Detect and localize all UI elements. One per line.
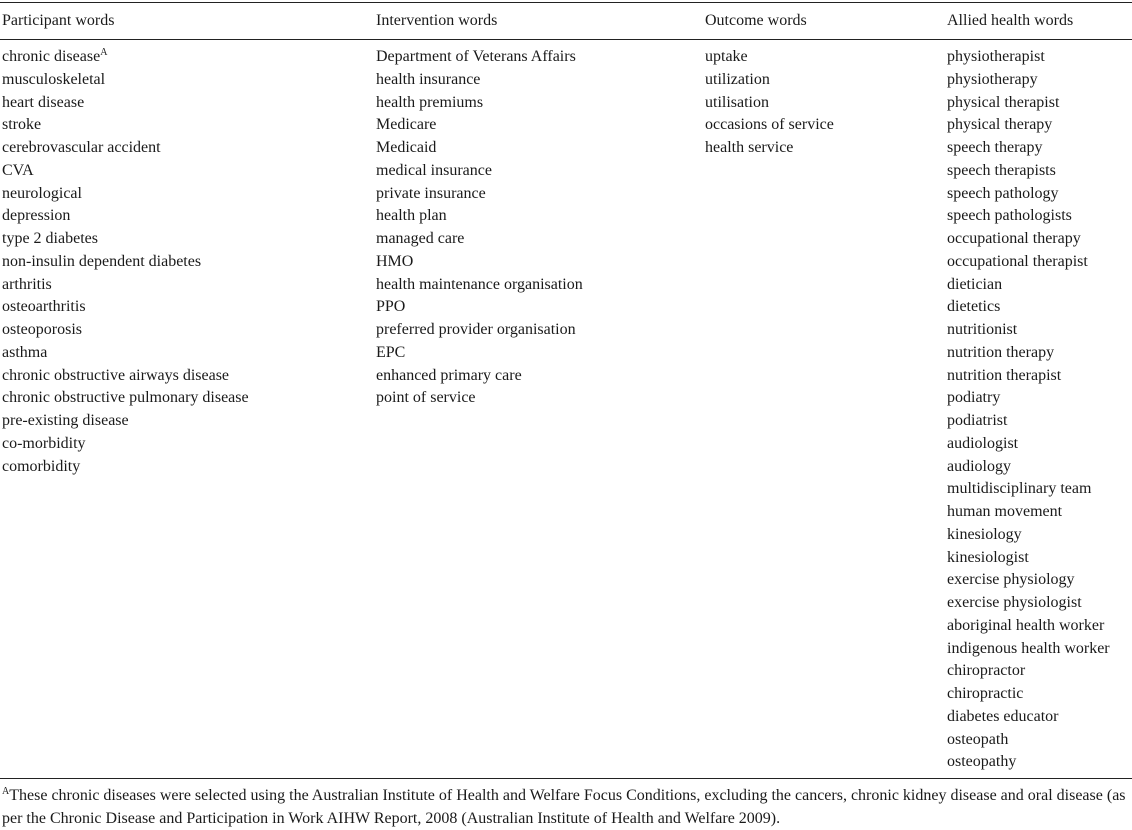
term-text: physiotherapist bbox=[947, 48, 1045, 65]
table-footnote bbox=[2, 784, 1130, 830]
term-item bbox=[947, 479, 1110, 502]
term-text: kinesiologist bbox=[947, 548, 1029, 566]
term-text: EPC bbox=[376, 343, 406, 361]
term-item bbox=[947, 206, 1110, 229]
column-header: Participant words bbox=[2, 12, 115, 29]
term-item bbox=[947, 639, 1110, 662]
term-text: Department of Veterans Affairs bbox=[376, 48, 576, 65]
term-item bbox=[2, 206, 249, 229]
term-text: non-insulin dependent diabetes bbox=[2, 252, 202, 270]
term-list bbox=[705, 47, 834, 161]
term-item bbox=[2, 115, 249, 138]
term-text: CVA bbox=[2, 161, 34, 179]
term-text: health insurance bbox=[376, 70, 481, 88]
term-item bbox=[2, 229, 249, 252]
term-item bbox=[947, 548, 1110, 571]
term-text: osteoarthritis bbox=[2, 298, 86, 316]
term-text: health plan bbox=[376, 207, 447, 225]
term-item bbox=[376, 70, 583, 93]
term-item bbox=[376, 229, 583, 252]
term-item bbox=[376, 343, 583, 366]
term-item bbox=[376, 388, 583, 411]
term-text: podiatry bbox=[947, 389, 1001, 407]
term-item bbox=[947, 184, 1110, 207]
term-text: type 2 diabetes bbox=[2, 230, 98, 247]
term-item bbox=[947, 70, 1110, 93]
term-item bbox=[2, 161, 249, 184]
term-text: medical insurance bbox=[376, 161, 492, 179]
term-list bbox=[2, 47, 249, 479]
term-item bbox=[2, 411, 249, 434]
term-text: occasions of service bbox=[705, 116, 834, 134]
term-text: multidisciplinary team bbox=[947, 480, 1092, 498]
term-item bbox=[705, 138, 834, 161]
term-item bbox=[947, 161, 1110, 184]
term-text: speech therapy bbox=[947, 139, 1043, 156]
term-text: dietician bbox=[947, 275, 1003, 293]
term-item bbox=[2, 138, 249, 161]
term-text: health service bbox=[705, 139, 794, 156]
term-text: osteopathy bbox=[947, 753, 1017, 771]
term-item bbox=[2, 343, 249, 366]
term-item bbox=[947, 388, 1110, 411]
term-item bbox=[947, 343, 1110, 366]
term-text: osteopath bbox=[947, 730, 1009, 748]
column-header: Allied health words bbox=[947, 12, 1074, 29]
term-text: speech pathology bbox=[947, 184, 1059, 202]
term-text: Medicare bbox=[376, 116, 437, 134]
term-item bbox=[376, 297, 583, 320]
term-item bbox=[947, 47, 1110, 70]
term-item bbox=[2, 366, 249, 389]
term-item bbox=[705, 115, 834, 138]
term-text: speech pathologists bbox=[947, 207, 1072, 225]
term-text: audiologist bbox=[947, 434, 1019, 452]
term-item bbox=[376, 115, 583, 138]
term-item bbox=[2, 320, 249, 343]
term-item bbox=[2, 457, 249, 480]
term-text: neurological bbox=[2, 184, 82, 202]
term-item bbox=[947, 707, 1110, 730]
term-text: comorbidity bbox=[2, 457, 81, 475]
term-text: audiology bbox=[947, 457, 1011, 475]
term-text: uptake bbox=[705, 48, 748, 65]
term-item bbox=[2, 297, 249, 320]
term-item bbox=[947, 457, 1110, 480]
term-item bbox=[947, 275, 1110, 298]
term-item bbox=[2, 252, 249, 275]
term-text: diabetes educator bbox=[947, 707, 1059, 725]
term-item bbox=[947, 570, 1110, 593]
term-text: health maintenance organisation bbox=[376, 275, 583, 293]
term-text: enhanced primary care bbox=[376, 366, 522, 384]
term-item bbox=[947, 661, 1110, 684]
term-item bbox=[947, 593, 1110, 616]
term-item bbox=[947, 525, 1110, 548]
term-text: Medicaid bbox=[376, 139, 437, 156]
term-text: HMO bbox=[376, 252, 414, 270]
term-item bbox=[376, 252, 583, 275]
term-text: occupational therapy bbox=[947, 230, 1081, 247]
term-item bbox=[947, 229, 1110, 252]
term-item bbox=[947, 730, 1110, 753]
term-item bbox=[376, 93, 583, 116]
term-text: stroke bbox=[2, 116, 42, 134]
term-text: chiropractic bbox=[947, 685, 1024, 702]
term-item bbox=[947, 434, 1110, 457]
table-header-rule bbox=[0, 39, 1132, 40]
term-text: nutrition therapy bbox=[947, 343, 1055, 361]
term-text: arthritis bbox=[2, 275, 52, 293]
term-item bbox=[2, 434, 249, 457]
term-text: asthma bbox=[2, 343, 48, 361]
term-text: health premiums bbox=[376, 93, 484, 111]
term-item bbox=[376, 47, 583, 70]
term-text: utilisation bbox=[705, 93, 769, 111]
term-item bbox=[947, 684, 1110, 707]
table-bottom-rule bbox=[0, 778, 1132, 779]
term-text: point of service bbox=[376, 389, 476, 407]
term-text: osteoporosis bbox=[2, 321, 82, 338]
footnote-reference: A bbox=[100, 47, 108, 58]
term-text: chronic obstructive pulmonary disease bbox=[2, 389, 249, 407]
term-item bbox=[947, 616, 1110, 639]
footnote-text: These chronic diseases were selected using the Australian Institute of Health and Welfare Focus Conditions, excluding the cancers, chronic kidney disease and oral disease (as per the Chronic Disease and Participation in Work AIHW Report, 2008 (Australian Institute of Health and Welfare 2009). bbox=[2, 787, 1126, 827]
term-text: physiotherapy bbox=[947, 70, 1038, 88]
term-item bbox=[376, 275, 583, 298]
term-item bbox=[947, 411, 1110, 434]
term-item bbox=[705, 70, 834, 93]
term-item bbox=[947, 320, 1110, 343]
term-item bbox=[947, 502, 1110, 525]
term-item bbox=[376, 138, 583, 161]
term-item bbox=[947, 115, 1110, 138]
term-item bbox=[376, 161, 583, 184]
term-text: aboriginal health worker bbox=[947, 616, 1105, 634]
term-list bbox=[947, 47, 1110, 775]
term-text: private insurance bbox=[376, 184, 486, 202]
term-item bbox=[2, 93, 249, 116]
term-text: speech therapists bbox=[947, 161, 1056, 179]
term-item bbox=[376, 366, 583, 389]
term-item bbox=[947, 138, 1110, 161]
term-item bbox=[947, 93, 1110, 116]
term-text: dietetics bbox=[947, 298, 1001, 316]
term-text: heart disease bbox=[2, 93, 85, 111]
term-item bbox=[947, 252, 1110, 275]
term-item bbox=[705, 93, 834, 116]
term-text: exercise physiologist bbox=[947, 594, 1082, 611]
term-item bbox=[2, 388, 249, 411]
term-item bbox=[947, 297, 1110, 320]
term-item bbox=[2, 184, 249, 207]
term-text: exercise physiology bbox=[947, 571, 1075, 589]
column-header: Outcome words bbox=[705, 12, 807, 29]
term-item bbox=[376, 320, 583, 343]
term-text: indigenous health worker bbox=[947, 639, 1110, 657]
term-text: utilization bbox=[705, 70, 770, 88]
term-text: physical therapy bbox=[947, 116, 1053, 134]
term-text: managed care bbox=[376, 230, 465, 247]
term-text: co-morbidity bbox=[2, 434, 86, 452]
term-text: cerebrovascular accident bbox=[2, 139, 161, 156]
term-text: pre-existing disease bbox=[2, 412, 129, 429]
term-item bbox=[2, 70, 249, 93]
term-item bbox=[947, 366, 1110, 389]
term-item bbox=[376, 184, 583, 207]
term-text: physical therapist bbox=[947, 93, 1060, 111]
term-text: occupational therapist bbox=[947, 252, 1088, 270]
term-list bbox=[376, 47, 583, 411]
term-text: chronic disease bbox=[2, 48, 101, 65]
term-text: human movement bbox=[947, 503, 1063, 520]
term-item bbox=[2, 47, 249, 70]
column-header: Intervention words bbox=[376, 12, 498, 29]
term-text: podiatrist bbox=[947, 412, 1008, 429]
term-item bbox=[2, 275, 249, 298]
term-item bbox=[947, 752, 1110, 775]
footnote-marker: A bbox=[2, 786, 10, 797]
term-text: chiropractor bbox=[947, 662, 1026, 680]
term-item bbox=[705, 47, 834, 70]
term-item bbox=[376, 206, 583, 229]
table-top-rule bbox=[0, 2, 1132, 3]
term-text: nutritionist bbox=[947, 321, 1018, 338]
term-text: chronic obstructive airways disease bbox=[2, 366, 230, 384]
term-text: depression bbox=[2, 207, 71, 225]
term-text: PPO bbox=[376, 298, 406, 316]
term-text: nutrition therapist bbox=[947, 366, 1062, 384]
term-text: preferred provider organisation bbox=[376, 321, 576, 338]
term-text: musculoskeletal bbox=[2, 70, 106, 88]
term-text: kinesiology bbox=[947, 525, 1022, 543]
